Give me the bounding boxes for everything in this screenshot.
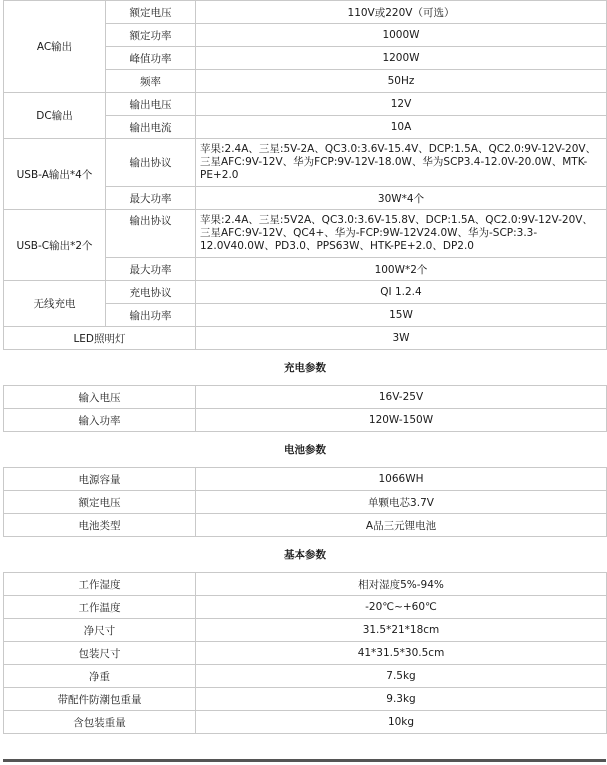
table-row: [4, 93, 607, 116]
param-name: 输出协议: [106, 210, 196, 258]
param-value: 50Hz: [196, 70, 607, 93]
charging-section-title: 充电参数: [4, 350, 607, 386]
param-value: 1000W: [196, 24, 607, 47]
param-value: 10kg: [196, 711, 607, 734]
table-row: [4, 386, 607, 409]
param-name: 额定功率: [106, 24, 196, 47]
param-value: 12V: [196, 93, 607, 116]
table-row: [4, 468, 607, 491]
param-value: 3W: [196, 327, 607, 350]
param-name: 最大功率: [106, 258, 196, 281]
param-value: 110V或220V（可选）: [196, 1, 607, 24]
param-name: 频率: [106, 70, 196, 93]
table-row: [4, 409, 607, 432]
dc-output-label: DC输出: [4, 93, 106, 139]
basic-section-title: 基本参数: [4, 537, 607, 573]
param-name: 带配件防潮包重量: [4, 688, 196, 711]
table-row: [4, 688, 607, 711]
table-row: [4, 139, 607, 187]
param-value: 7.5kg: [196, 665, 607, 688]
param-name: 电源容量: [4, 468, 196, 491]
spec-table: [3, 0, 607, 734]
param-name: 输出电压: [106, 93, 196, 116]
param-name: 净重: [4, 665, 196, 688]
param-name: 含包装重量: [4, 711, 196, 734]
param-value: 30W*4个: [196, 187, 607, 210]
param-name: 输出电流: [106, 116, 196, 139]
bottom-divider: [3, 759, 606, 762]
table-row: [4, 491, 607, 514]
param-value: 相对湿度5%-94%: [196, 573, 607, 596]
param-name: 输入功率: [4, 409, 196, 432]
table-row: [4, 619, 607, 642]
param-value: 苹果:2.4A、三星:5V2A、QC3.0:3.6V-15.8V、DCP:1.5A、QC2.0:9V-12V-20V、三星AFC:9V-12V、QC4+、华为-FCP:9W-12V24.0W、华为-SCP:3.3-12.0V40.0W、PD3.0、PPS63W、HTK-PE+2.0、DP2.0: [196, 210, 607, 258]
param-value: 31.5*21*18cm: [196, 619, 607, 642]
param-name: 充电协议: [106, 281, 196, 304]
table-row: [4, 514, 607, 537]
param-value: 1066WH: [196, 468, 607, 491]
section-header-row: [4, 537, 607, 573]
battery-section-title: 电池参数: [4, 432, 607, 468]
section-header-row: [4, 350, 607, 386]
table-row: [4, 642, 607, 665]
param-value: 苹果:2.4A、三星:5V-2A、QC3.0:3.6V-15.4V、DCP:1.5A、QC2.0:9V-12V-20V、三星AFC:9V-12V、华为FCP:9V-12V-18.0W、华为SCP3.4-12.0V-20.0W、MTK-PE+2.0: [196, 139, 607, 187]
param-name: 电池类型: [4, 514, 196, 537]
param-value: 15W: [196, 304, 607, 327]
section-header-row: [4, 432, 607, 468]
param-value: 10A: [196, 116, 607, 139]
led-light-label: LED照明灯: [4, 327, 196, 350]
param-value: 100W*2个: [196, 258, 607, 281]
param-name: 工作湿度: [4, 573, 196, 596]
param-name: 峰值功率: [106, 47, 196, 70]
param-name: 额定电压: [4, 491, 196, 514]
param-name: 额定电压: [106, 1, 196, 24]
table-row: [4, 210, 607, 258]
param-value: -20℃~+60℃: [196, 596, 607, 619]
table-row: [4, 665, 607, 688]
param-value: 41*31.5*30.5cm: [196, 642, 607, 665]
table-row: [4, 1, 607, 24]
param-name: 输出功率: [106, 304, 196, 327]
param-name: 净尺寸: [4, 619, 196, 642]
param-name: 工作温度: [4, 596, 196, 619]
table-row: [4, 573, 607, 596]
param-value: 1200W: [196, 47, 607, 70]
usb-a-output-label: USB-A输出*4个: [4, 139, 106, 210]
table-row: [4, 711, 607, 734]
param-value: QI 1.2.4: [196, 281, 607, 304]
param-name: 最大功率: [106, 187, 196, 210]
param-name: 包装尺寸: [4, 642, 196, 665]
table-row: [4, 327, 607, 350]
param-name: 输出协议: [106, 139, 196, 187]
ac-output-label: AC输出: [4, 1, 106, 93]
wireless-charging-label: 无线充电: [4, 281, 106, 327]
param-value: A品三元锂电池: [196, 514, 607, 537]
param-value: 单颗电芯3.7V: [196, 491, 607, 514]
param-name: 输入电压: [4, 386, 196, 409]
table-row: [4, 596, 607, 619]
table-row: [4, 281, 607, 304]
param-value: 120W-150W: [196, 409, 607, 432]
param-value: 9.3kg: [196, 688, 607, 711]
param-value: 16V-25V: [196, 386, 607, 409]
usb-c-output-label: USB-C输出*2个: [4, 210, 106, 281]
